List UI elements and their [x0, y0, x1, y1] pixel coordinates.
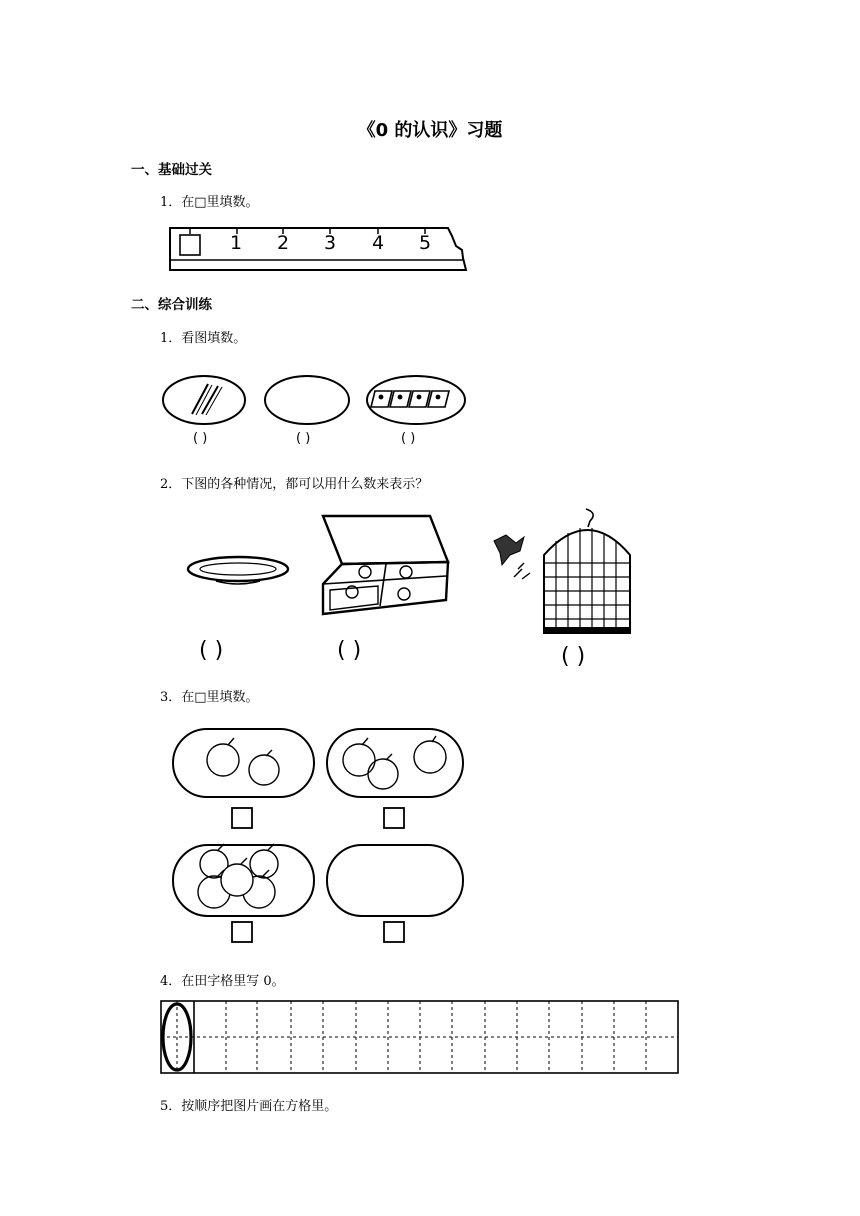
apple-icon	[198, 736, 446, 908]
question-2-1: 1．看图填数。	[160, 331, 247, 346]
ruler-number: 3	[324, 232, 337, 254]
question-2-2: 2．下图的各种情况，都可以用什么数来表示？	[160, 477, 429, 492]
writing-grid[interactable]	[160, 1000, 680, 1076]
counting-ovals	[162, 374, 472, 430]
ruler-number: 1	[230, 232, 243, 254]
eraser-icon	[371, 391, 449, 407]
answer-blank[interactable]: ( )	[296, 431, 311, 446]
answer-blank[interactable]: ( )	[199, 638, 224, 663]
answer-box[interactable]	[384, 808, 404, 828]
section-heading-comprehensive: 二、综合训练	[131, 297, 212, 313]
question-2-5: 5．按顺序把图片画在方格里。	[160, 1099, 338, 1114]
ruler-number: 4	[372, 232, 385, 254]
answer-blank[interactable]: ( )	[561, 644, 586, 669]
answer-box[interactable]	[180, 235, 200, 255]
plate-icon	[186, 553, 296, 593]
answer-box[interactable]	[232, 922, 252, 942]
question-2-3: 3．在□里填数。	[160, 690, 259, 705]
answer-box[interactable]	[384, 922, 404, 942]
answer-blank[interactable]: ( )	[193, 431, 208, 446]
birdcage-icon	[488, 505, 638, 639]
apple-box-icon	[318, 514, 458, 626]
ruler-number: 2	[277, 232, 290, 254]
answer-box[interactable]	[232, 808, 252, 828]
apple-groups	[170, 726, 470, 948]
answer-blank[interactable]: ( )	[401, 431, 416, 446]
pencil-icon	[192, 384, 222, 415]
ruler-number: 5	[419, 232, 432, 254]
page-title: 《0 的认识》习题	[357, 120, 503, 141]
question-1-1: 1．在□里填数。	[160, 195, 259, 210]
bird-icon	[494, 535, 530, 579]
answer-blank[interactable]: ( )	[337, 638, 362, 663]
question-2-4: 4．在田字格里写 0。	[160, 974, 285, 989]
section-heading-basic: 一、基础过关	[131, 162, 212, 178]
